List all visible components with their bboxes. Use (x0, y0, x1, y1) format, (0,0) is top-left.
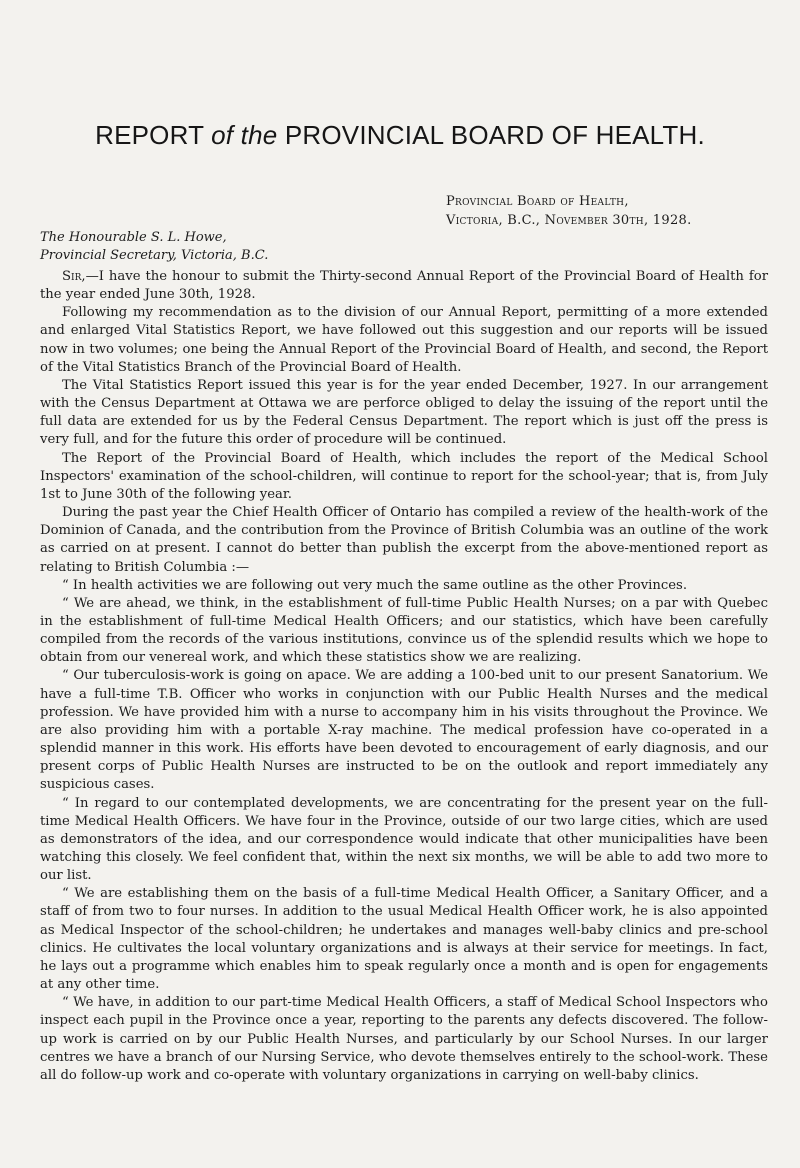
paragraph-6: “ In health activities we are following out very much the same outline as the other Provinces. (62, 577, 688, 593)
paragraph-3: The Vital Statistics Report issued this year is for the year ended December, 1927. In our arrangement with the Census Department at Ottawa we are perforce obliged to delay the issuing of the report until the full data are extended for us by the Federal Census Department. The report which is just off the press is very full, and for the future this order of procedure will be continued. (40, 377, 768, 448)
paragraph-8: “ Our tuberculosis-work is going on apace. We are adding a 100-bed unit to our present Sanatorium. We have a full-time T.B. Officer who works in conjunction with our Public Health Nurses and the medical profession. We have provided him with a nurse to accompany him in his visits throughout the Province. We are also providing him with a portable X-ray machine. The medical profession have co-operated in a splendid manner in this work. His efforts have been devoted to encouragement of early diagnosis, and our present corps of Public Health Nurses are instructed to be on the outlook and report immediately any suspicious cases. (40, 668, 768, 793)
sender-line-2: Victoria, B.C., November 30th, 1928. (446, 213, 692, 228)
addressee (40, 229, 268, 265)
paragraph-9: “ In regard to our contemplated developments, we are concentrating for the present year on the full-time Medical Health Officers. We have four in the Province, outside of our two large cities, which are used as demonstrators of the idea, and our correspondence would indicate that other municipalities have been watching this closely. We feel confident that, within the next six months, we will be able to add two more to our list. (40, 795, 768, 884)
title-space (233, 120, 240, 150)
paragraph-10: “ We are establishing them on the basis of a full-time Medical Health Officer, a Sanitary Officer, and a staff of from two to four nurses. In addition to the usual Medical Health Officer work, he is also appointed as Medical Inspector of the school-children; he undertakes and manages well-baby clinics and pre-school clinics. He cultivates the local voluntary organizations and is always at their service for meetings. In fact, he lays out a programme which enables him to speak regularly once a month and is open for engagements at any other time. (40, 886, 768, 993)
letter-body (40, 268, 768, 1085)
addressee-line-2: Provincial Secretary, Victoria, B.C. (40, 248, 269, 263)
paragraph-4: The Report of the Provincial Board of Health, which includes the report of the Medical School Inspectors' examination of the school-children, will continue to report for the school-year; that is, from July 1st to June 30th of the following year. (40, 450, 768, 502)
paragraph-1-text: —I have the honour to submit the Thirty-second Annual Report of the Provincial Board of Health for the year ended June 30th, 1928. (40, 269, 768, 303)
sender-address (446, 192, 692, 230)
paragraph-2: Following my recommendation as to the division of our Annual Report, permitting of a more extended and enlarged Vital Statistics Report, we have followed out this suggestion and our reports will be issued now in two volumes; one being the Annual Report of the Provincial Board of Health, and second, the Report of the Vital Statistics Branch of the Provincial Board of Health. (40, 305, 768, 375)
title-of: of (211, 120, 234, 150)
title-main: PROVINCIAL BOARD OF HEALTH. (277, 120, 705, 150)
salutation: Sir, (62, 269, 86, 284)
title-the: the (240, 120, 278, 150)
addressee-line-1: The Honourable S. L. Howe, (40, 230, 227, 245)
report-title (0, 120, 800, 151)
paragraph-11: “ We have, in addition to our part-time Medical Health Officers, a staff of Medical School Inspectors who inspect each pupil in the Province once a year, reporting to the parents any defects discovered. The follow-up work is carried on by our Public Health Nurses, and particularly by our School Nurses. In our larger centres we have a branch of our Nursing Service, who devote themselves entirely to the school-work. These all do follow-up work and co-operate with voluntary organizations in carrying on well-baby clinics. (40, 995, 768, 1083)
paragraph-7: “ We are ahead, we think, in the establishment of full-time Public Health Nurses; on a par with Quebec in the establishment of full-time Medical Health Officers; and our statistics, which have been carefully compiled from the records of the various institutions, convince us of the splendid results which we hope to obtain from our venereal work, and which these statistics show we are realizing. (40, 595, 768, 666)
title-part: REPORT (95, 120, 212, 150)
paragraph-1 (40, 268, 768, 304)
paragraph-5: During the past year the Chief Health Officer of Ontario has compiled a review of the health-work of the Dominion of Canada, and the contribution from the Province of British Columbia was an outline of the work as carried on at present. I cannot do better than publish the excerpt from the above-mentioned report as relating to British Columbia :— (40, 505, 768, 575)
sender-line-1: Provincial Board of Health, (446, 194, 629, 209)
